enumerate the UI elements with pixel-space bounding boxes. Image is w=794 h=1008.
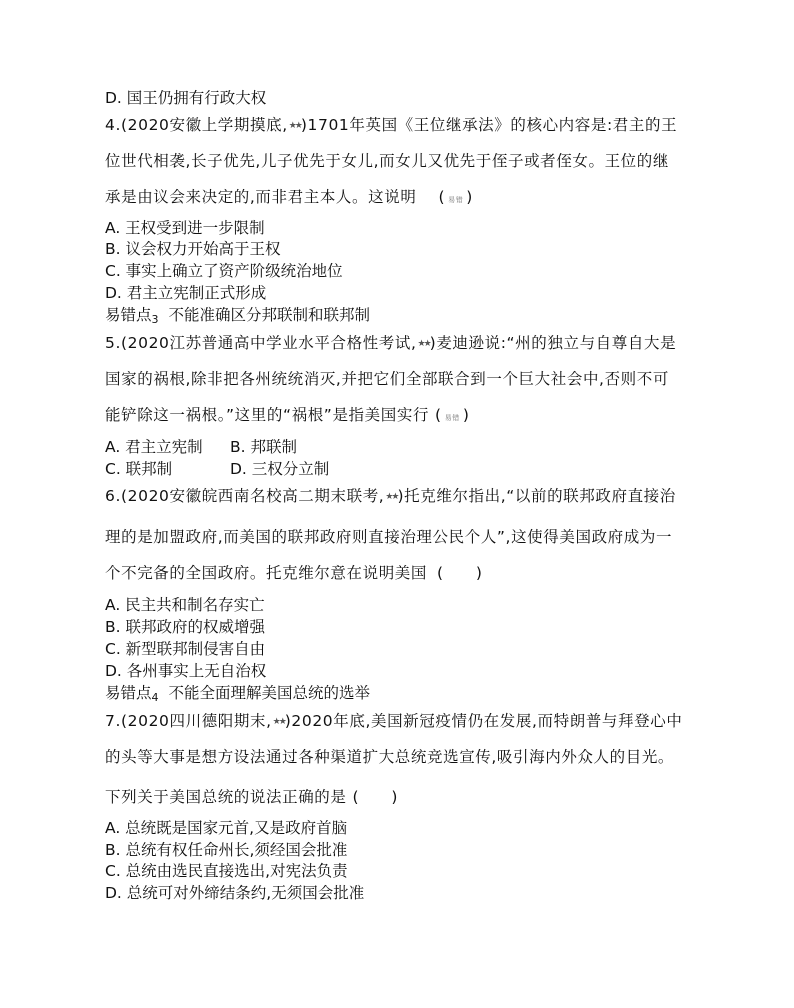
q7-option-b: B. 总统有权任命州长,须经国会批准	[105, 841, 348, 859]
q4-option-c: C. 事实上确立了资产阶级统治地位	[105, 262, 343, 280]
q6-option-a: A. 民主共和制名存实亡	[105, 596, 265, 614]
q7-text-3: 下列关于美国总统的说法正确的是	[105, 788, 347, 806]
error-point-text: 不能全面理解美国总统的选举	[168, 684, 371, 702]
q6-source: (2020安徽皖西南名校高二期末联考,	[121, 487, 385, 505]
q7-line-2: 的头等大事是想方设法通过各种渠道扩大总统竞选宣传,吸引海内外众人的目光。	[105, 748, 675, 766]
q3-option-d: D. 国王仍拥有行政大权	[105, 89, 267, 107]
q4-option-d: D. 君主立宪制正式形成	[105, 284, 267, 302]
q6-line-2: 理的是加盟政府,而美国的联邦政府则直接治理公民个人”,这使得美国政府成为一	[105, 528, 673, 546]
q7-option-d: D. 总统可对外缔结条约,无须国会批准	[105, 884, 365, 902]
q6-line-3	[105, 563, 483, 583]
q5-source: (2020江苏普通高中学业水平合格性考试,	[121, 334, 417, 352]
q5-text-3: 能铲除这一祸根。”这里的“祸根”是指美国实行	[105, 406, 430, 424]
q6-line-1	[105, 486, 676, 507]
difficulty-stars-icon: ★★	[288, 121, 301, 131]
answer-paren: ( )	[352, 788, 399, 806]
q5-line-3	[105, 405, 470, 428]
error-point-text: 不能准确区分邦联制和联邦制	[168, 306, 371, 324]
error-point-3-heading	[105, 305, 370, 330]
difficulty-stars-icon: ★★	[385, 492, 398, 502]
answer-paren-open: (	[438, 188, 446, 206]
q4-line-2: 位世代相袭,长子优先,儿子优先于女儿,而女儿又优先于侄子或者侄女。王位的继	[105, 152, 669, 170]
q4-option-b: B. 议会权力开始高于王权	[105, 240, 281, 258]
q7-option-c: C. 总统由选民直接选出,对宪法负责	[105, 862, 348, 880]
q5-text-1: )麦迪逊说:“州的独立与自尊自大是	[429, 334, 677, 352]
q7-option-a: A. 总统既是国家元首,又是政府首脑	[105, 819, 348, 837]
q4-line-3	[105, 187, 473, 210]
q4-source: (2020安徽上学期摸底,	[121, 116, 288, 134]
error-prone-mark: 易错	[448, 196, 464, 204]
error-point-4-heading	[105, 683, 370, 708]
q7-line-3	[105, 787, 398, 807]
q6-option-d: D. 各州事实上无自治权	[105, 662, 267, 680]
error-point-label: 易错点	[105, 684, 152, 702]
answer-paren: ( )	[437, 564, 483, 582]
q4-text-1: )1701年英国《王位继承法》的核心内容是:君主的王	[300, 116, 678, 134]
q5-line-1	[105, 333, 676, 354]
answer-paren-close: )	[462, 406, 470, 424]
q4-number: 4.	[105, 116, 121, 134]
difficulty-stars-icon: ★★	[272, 717, 285, 727]
q6-text-1: )托克维尔指出,“以前的联邦政府直接治	[397, 487, 676, 505]
error-prone-mark: 易错	[444, 414, 460, 422]
error-point-number: 3	[151, 313, 159, 326]
q7-text-1: )2020年底,美国新冠疫情仍在发展,而特朗普与拜登心中	[284, 712, 683, 730]
q4-text-3: 承是由议会来决定的,而非君主本人。这说明	[105, 188, 417, 206]
q5-option-d: D. 三权分立制	[230, 460, 330, 478]
error-point-label: 易错点	[105, 306, 152, 324]
difficulty-stars-icon: ★★	[417, 339, 430, 349]
q5-option-a: A. 君主立宪制	[105, 438, 203, 456]
q5-number: 5.	[105, 334, 121, 352]
q6-option-b: B. 联邦政府的权威增强	[105, 618, 265, 636]
q7-source: (2020四川德阳期末,	[121, 712, 272, 730]
error-point-number: 4	[151, 691, 159, 704]
q5-option-c: C. 联邦制	[105, 460, 173, 478]
q4-line-1	[105, 115, 677, 136]
q6-number: 6.	[105, 487, 121, 505]
q5-option-b: B. 邦联制	[230, 438, 297, 456]
q4-option-a: A. 王权受到进一步限制	[105, 219, 265, 237]
q7-line-1	[105, 711, 682, 732]
q6-option-c: C. 新型联邦制侵害自由	[105, 640, 266, 658]
answer-paren-open: (	[435, 406, 442, 424]
q6-text-3: 个不完备的全国政府。托克维尔意在说明美国	[105, 564, 428, 582]
q7-number: 7.	[105, 712, 121, 730]
q5-line-2: 国家的祸根,除非把各州统统消灭,并把它们全部联合到一个巨大社会中,否则不可	[105, 370, 669, 388]
answer-paren-close: )	[466, 188, 473, 206]
